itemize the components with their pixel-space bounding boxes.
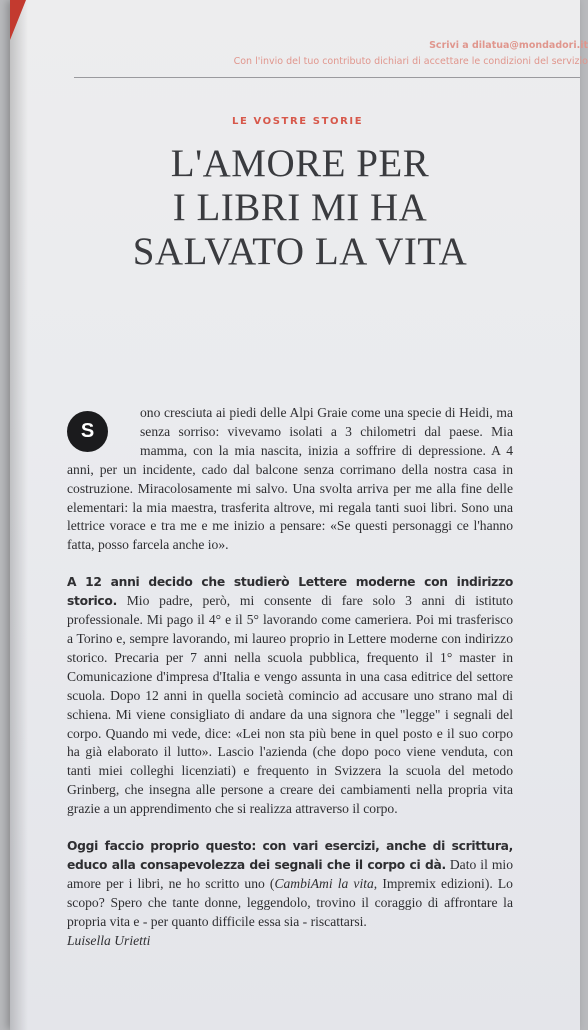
- title-line: SALVATO LA VITA: [132, 230, 468, 273]
- paragraph-text: Mio padre, però, mi consente di fare solo 3 anni di istituto professionale. Mi pago il 4° e il 5° lavorando come cameriera. Poi mi trasferisco a Torino e, sempre lavorando, mi laureo proprio in Lettere moderne con indirizzo storico. Precaria per 7 anni nella scuola pubblica, frequento il 1° master in Comunicazione d'impresa d'Italia e vengo assunta in una casa editrice del settore scuola. Dopo 12 anni in quella società comincio ad accusare uno strano mal di schiena. Mi viene consigliato di andare da una signora che "legge" i segnali del corpo. Quando mi vede, dice: «Lei non sta più bene in quel posto e il suo corpo ha già elaborato il lutto». Lascio l'azienda (che dopo poco viene venduta, con tanti miei colleghi licenziati) e frequento in Svizzera la scuola del metodo Grinberg, che insegna alle persone a creare dei cambiamenti nella propria vita grazie a un apprendimento che si realizza attraverso il corpo.: [67, 593, 513, 817]
- title-line: I LIBRI MI HA: [172, 186, 428, 229]
- header-divider: [74, 77, 580, 78]
- submission-info: [234, 38, 588, 70]
- book-title: CambiAmi la vita: [274, 875, 374, 891]
- submission-terms: Con l'invio del tuo contributo dichiari di accettare le condizioni del servizio: [233, 56, 588, 67]
- section-label: LE VOSTRE STORIE: [232, 116, 364, 127]
- drop-cap: S: [67, 411, 108, 452]
- magazine-page: [10, 0, 588, 1030]
- paragraph-lead: A 12 anni decido che studierò Lettere moderne con indirizzo storico.: [67, 575, 513, 609]
- paragraph-career: [67, 573, 513, 819]
- paragraph-text: , Impremix edizioni). Lo scopo? Spero che tante donne, leggendolo, trovino il coraggio di affrontare la propria vita e - per quanto difficile essa sia - riscattarsi.: [67, 875, 513, 929]
- red-corner-tab: [10, 0, 26, 40]
- title-line: L'AMORE PER: [170, 142, 430, 185]
- submission-email: Scrivi a dilatua@mondadori.it: [429, 40, 588, 51]
- author-signature: Luisella Urietti: [67, 932, 151, 948]
- paragraph-text: ono cresciuta ai piedi delle Alpi Graie come una specie di Heidi, ma senza sorriso: vivevamo isolati a 3 chilometri dal paese. Mia mamma, con la mia nascita, inizia a soffrire di depressione. A 4 anni, per un incidente, cado dal balcone senza corrimano della nostra casa in costruzione. Miracolosamente mi salvo. Una svolta arriva per me alla fine delle elementari: la mia maestra, trasferita altrove, mi regala tanti suoi libri. Sono una lettrice vorace e tra me e me inizio a pensare: «Se questi personaggi ce l'hanno fatta, posso farcela anche io».: [67, 405, 513, 553]
- paragraph-lead: Oggi faccio proprio questo: con vari esercizi, anche di scrittura, educo alla consapevolezza dei segnali che il corpo ci dà.: [67, 839, 513, 872]
- article-title: [50, 142, 550, 274]
- paragraph-intro: [67, 404, 513, 555]
- paragraph-today: [67, 837, 513, 950]
- paragraph-text: Dato il mio amore per i libri, ne ho scritto uno (: [67, 856, 513, 891]
- article-body: [67, 404, 513, 968]
- binding-shadow: [10, 0, 28, 1030]
